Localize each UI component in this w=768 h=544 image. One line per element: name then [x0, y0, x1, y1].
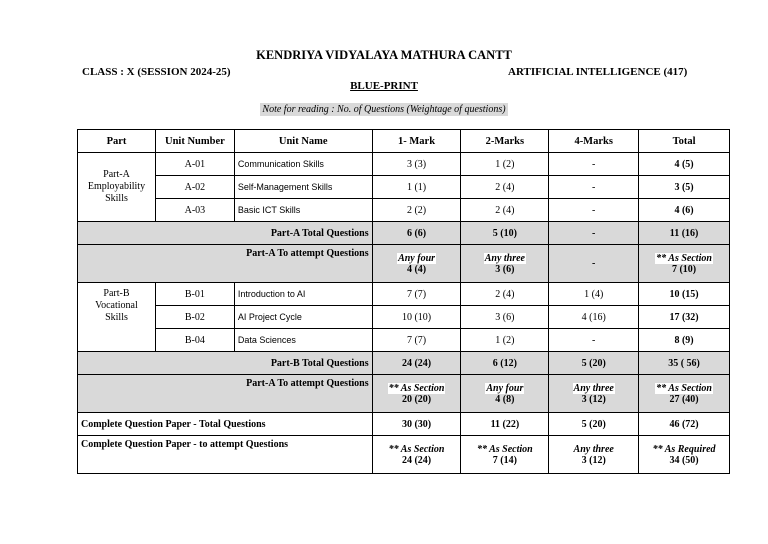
table-row	[78, 283, 730, 306]
four-mark-cell: -	[549, 153, 639, 176]
row-label: Part-B Total Questions	[78, 352, 373, 375]
two-mark-cell: Any four 4 (8)	[461, 375, 549, 413]
unit-number: B-01	[155, 283, 234, 306]
one-mark-cell: 7 (7)	[372, 329, 461, 352]
unit-name: Communication Skills	[234, 153, 372, 176]
unit-number: B-04	[155, 329, 234, 352]
two-mark-cell: 3 (6)	[461, 306, 549, 329]
unit-number: A-01	[155, 153, 234, 176]
unit-name: Self-Management Skills	[234, 176, 372, 199]
unit-number: B-02	[155, 306, 234, 329]
unit-number: A-03	[155, 199, 234, 222]
part-a-label: Part-A Employability Skills	[78, 153, 156, 222]
four-mark-cell: -	[549, 245, 639, 283]
two-mark-cell: 2 (4)	[461, 199, 549, 222]
row-label: Part-A To attempt Questions	[78, 375, 373, 413]
total-cell: 17 (32)	[639, 306, 730, 329]
two-mark-cell: 5 (10)	[461, 222, 549, 245]
four-mark-cell: Any three 3 (12)	[549, 375, 639, 413]
total-cell: 10 (15)	[639, 283, 730, 306]
four-mark-cell: 5 (20)	[549, 352, 639, 375]
subject-code: ARTIFICIAL INTELLIGENCE (417)	[508, 66, 688, 78]
unit-name: Basic ICT Skills	[234, 199, 372, 222]
one-mark-cell: 2 (2)	[372, 199, 461, 222]
table-row	[78, 306, 730, 329]
total-cell: ** As Section 7 (10)	[639, 245, 730, 283]
four-mark-cell: Any three 3 (12)	[549, 436, 639, 474]
total-cell: 8 (9)	[639, 329, 730, 352]
col-unit-number: Unit Number	[155, 130, 234, 153]
four-mark-cell: 5 (20)	[549, 413, 639, 436]
one-mark-cell: ** As Section 20 (20)	[372, 375, 461, 413]
four-mark-cell: 1 (4)	[549, 283, 639, 306]
two-mark-cell: 1 (2)	[461, 153, 549, 176]
one-mark-cell: 1 (1)	[372, 176, 461, 199]
blueprint-table	[77, 129, 730, 474]
part-b-label: Part-B Vocational Skills	[78, 283, 156, 352]
table-row	[78, 329, 730, 352]
two-mark-cell: 2 (4)	[461, 283, 549, 306]
total-cell: 46 (72)	[639, 413, 730, 436]
two-mark-cell: 11 (22)	[461, 413, 549, 436]
table-row	[78, 153, 730, 176]
part-b-attempt-row	[78, 375, 730, 413]
part-a-total-row	[78, 222, 730, 245]
unit-name: AI Project Cycle	[234, 306, 372, 329]
unit-number: A-02	[155, 176, 234, 199]
table-row	[78, 176, 730, 199]
two-mark-cell: 1 (2)	[461, 329, 549, 352]
unit-name: Data Sciences	[234, 329, 372, 352]
col-unit-name: Unit Name	[234, 130, 372, 153]
four-mark-cell: 4 (16)	[549, 306, 639, 329]
total-cell: 4 (6)	[639, 199, 730, 222]
complete-total-row	[78, 413, 730, 436]
col-1-mark: 1- Mark	[372, 130, 461, 153]
unit-name: Introduction to AI	[234, 283, 372, 306]
one-mark-cell: ** As Section 24 (24)	[372, 436, 461, 474]
document-title: BLUE-PRINT	[350, 80, 418, 92]
one-mark-cell: 7 (7)	[372, 283, 461, 306]
two-mark-cell: 6 (12)	[461, 352, 549, 375]
row-label: Complete Question Paper - Total Questions	[78, 413, 373, 436]
four-mark-cell: -	[549, 199, 639, 222]
part-a-attempt-row	[78, 245, 730, 283]
one-mark-cell: 6 (6)	[372, 222, 461, 245]
col-2-marks: 2-Marks	[461, 130, 549, 153]
row-label: Part-A To attempt Questions	[78, 245, 373, 283]
col-part: Part	[78, 130, 156, 153]
row-label: Part-A Total Questions	[78, 222, 373, 245]
total-cell: 3 (5)	[639, 176, 730, 199]
total-cell: 4 (5)	[639, 153, 730, 176]
col-4-marks: 4-Marks	[549, 130, 639, 153]
total-cell: 35 ( 56)	[639, 352, 730, 375]
one-mark-cell: Any four 4 (4)	[372, 245, 461, 283]
col-total: Total	[639, 130, 730, 153]
four-mark-cell: -	[549, 222, 639, 245]
four-mark-cell: -	[549, 176, 639, 199]
two-mark-cell: ** As Section 7 (14)	[461, 436, 549, 474]
table-row	[78, 199, 730, 222]
one-mark-cell: 30 (30)	[372, 413, 461, 436]
class-session: CLASS : X (SESSION 2024-25)	[82, 66, 231, 78]
part-b-total-row	[78, 352, 730, 375]
total-cell: 11 (16)	[639, 222, 730, 245]
one-mark-cell: 3 (3)	[372, 153, 461, 176]
two-mark-cell: 2 (4)	[461, 176, 549, 199]
header-row	[78, 130, 730, 153]
complete-attempt-row	[78, 436, 730, 474]
row-label: Complete Question Paper - to attempt Questions	[78, 436, 373, 474]
two-mark-cell: Any three 3 (6)	[461, 245, 549, 283]
one-mark-cell: 10 (10)	[372, 306, 461, 329]
total-cell: ** As Section 27 (40)	[639, 375, 730, 413]
school-name: KENDRIYA VIDYALAYA MATHURA CANTT	[256, 48, 512, 62]
reading-note: Note for reading : No. of Questions (Weightage of questions)	[262, 104, 506, 115]
four-mark-cell: -	[549, 329, 639, 352]
total-cell: ** As Required 34 (50)	[639, 436, 730, 474]
one-mark-cell: 24 (24)	[372, 352, 461, 375]
